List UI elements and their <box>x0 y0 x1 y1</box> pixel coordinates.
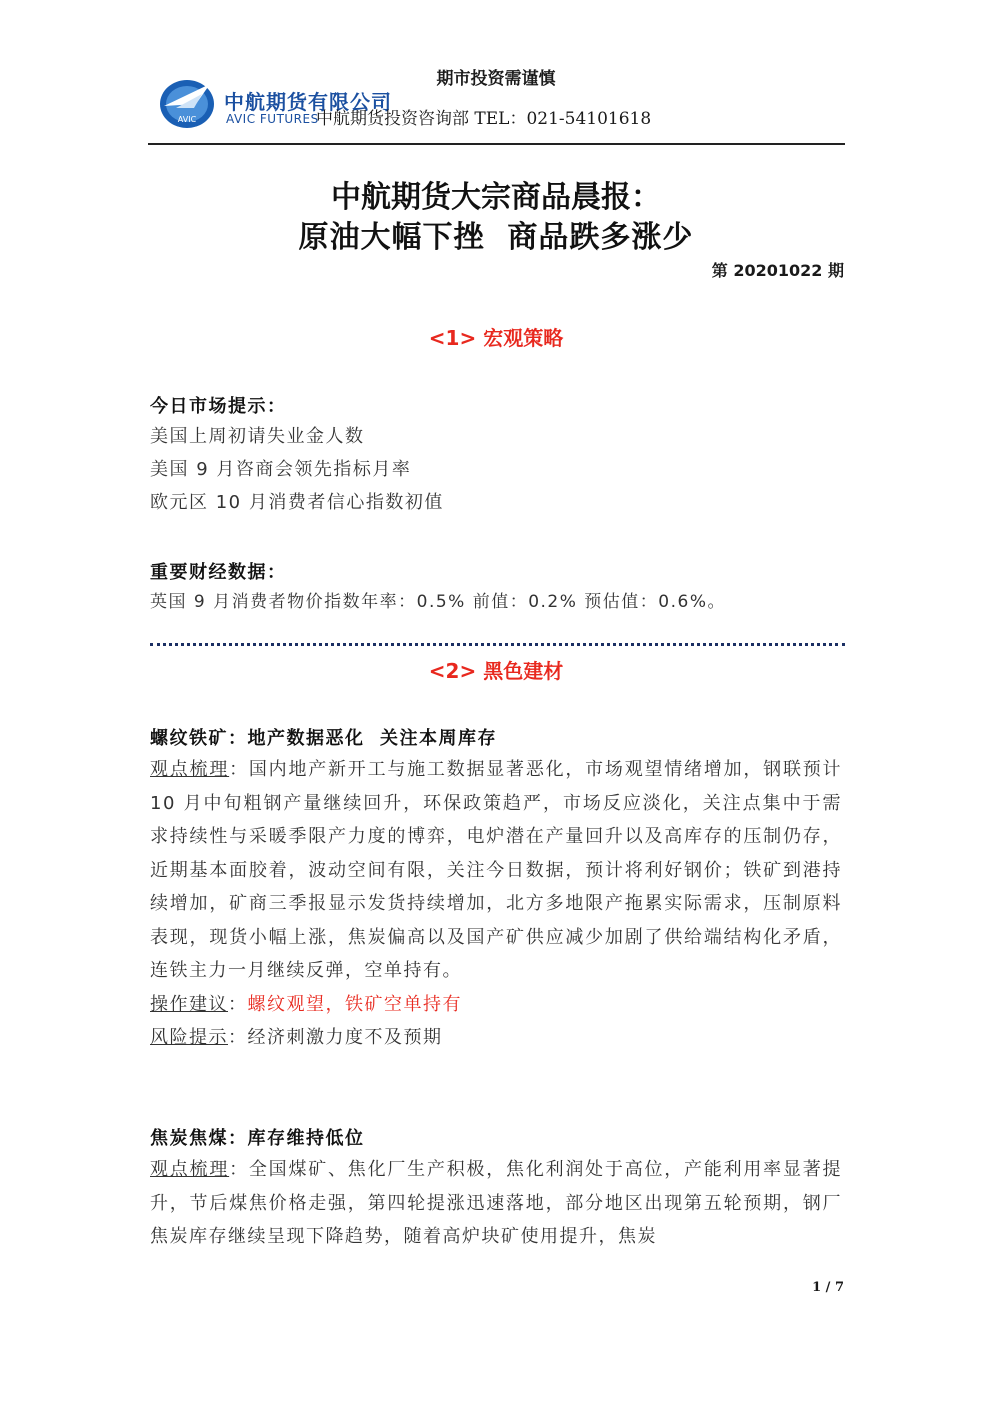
market-tips-heading: 今日市场提示： <box>150 396 287 417</box>
operation-label: 操作建议 <box>150 993 228 1015</box>
market-tip-item: 欧元区 10 月消费者信心指数初值 <box>150 492 444 513</box>
view-text: ：国内地产新开工与施工数据显著恶化，市场观望情绪增加，钢联预计 10 月中旬粗钢产量继续回升，环保政策趋严，市场反应淡化，关注点集中于需求持续性与采暖季限产力度的博弈，电炉潜在产量回升以及高库存的压制仍存，近期基本面胶着，波动空间有限，关注今日数据，预计将利好钢价；铁矿到港持续增加，矿商三季报显示发货持续增加，北方多地限产拖累实际需求，压制原料表现，现货小幅上涨，焦炭偏高以及国产矿供应减少加剧了供给端结构化矛盾，连铁主力一月继续反弹，空单持有。 <box>150 759 843 981</box>
financial-data-heading: 重要财经数据： <box>150 562 287 583</box>
rebar-operation-line <box>150 988 842 1022</box>
risk-text: ：经济刺激力度不及预期 <box>228 1027 443 1048</box>
market-tip-item: 美国 9 月咨商会领先指标月率 <box>150 459 412 480</box>
header-divider <box>148 143 845 145</box>
section-divider <box>150 643 845 646</box>
risk-label: 风险提示 <box>150 1027 228 1048</box>
company-name-cn: 中航期货有限公司 <box>224 90 392 114</box>
financial-data-item: 英国 9 月消费者物价指数年率：0.5% 前值：0.2% 预估值：0.6%。 <box>150 592 726 612</box>
rebar-iron-block <box>150 724 842 1055</box>
financial-data-block <box>150 558 842 619</box>
coke-coal-block <box>150 1124 842 1254</box>
rebar-risk-line <box>150 1021 842 1055</box>
operation-sep: ： <box>228 993 248 1015</box>
department-contact: 中航期货投资咨询部 TEL：021-54101618 <box>316 109 652 129</box>
logo-badge-text: AVIC <box>177 115 197 124</box>
report-title-line1: 中航期货大宗商品晨报： <box>331 180 661 215</box>
header-warning: 期市投资需谨慎 <box>436 69 556 89</box>
coke-coal-heading: 焦炭焦煤：库存维持低位 <box>150 1128 365 1149</box>
section-heading-macro: <1> 宏观策略 <box>428 326 564 350</box>
issue-number: 第 20201022 期 <box>711 261 844 280</box>
market-tips-block <box>150 392 842 519</box>
operation-text: 螺纹观望，铁矿空单持有 <box>247 993 462 1015</box>
section-heading-black: <2> 黑色建材 <box>428 659 564 683</box>
view-label: 观点梳理 <box>150 1159 230 1180</box>
page-number: 1 / 7 <box>812 1280 844 1295</box>
market-tip-item: 美国上周初请失业金人数 <box>150 426 365 447</box>
coke-view-paragraph <box>150 1153 842 1254</box>
view-text: ：全国煤矿、焦化厂生产积极，焦化利润处于高位，产能利用率显著提升，节后煤焦价格走强，第四轮提涨迅速落地，部分地区出现第五轮预期，钢厂焦炭库存继续呈现下降趋势，随着高炉块矿使用提升，焦炭 <box>150 1159 843 1247</box>
report-title-line2: 原油大幅下挫 商品跌多涨少 <box>298 220 694 255</box>
rebar-iron-heading: 螺纹铁矿：地产数据恶化 关注本周库存 <box>150 728 498 749</box>
rebar-view-paragraph <box>150 753 842 988</box>
view-label: 观点梳理 <box>150 759 230 780</box>
company-name-en: AVIC FUTURES <box>226 112 319 126</box>
